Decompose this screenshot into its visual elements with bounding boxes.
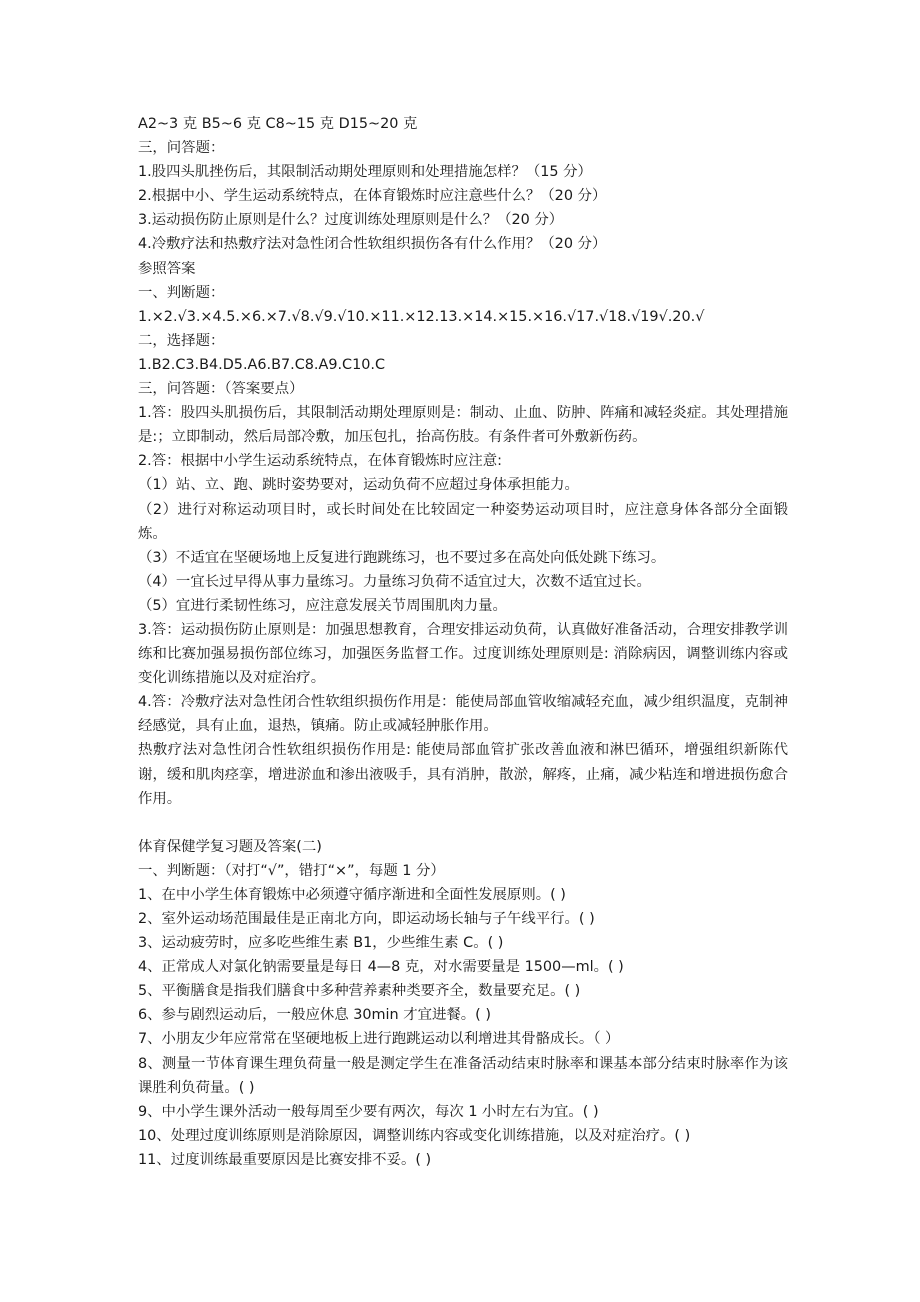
judge-item: 9、中小学生课外活动一般每周至少要有两次，每次 1 小时左右为宜。( ) <box>138 1103 599 1120</box>
judge-item: 2、室外运动场范围最佳是正南北方向，即运动场长轴与子午线平行。( ) <box>138 911 595 927</box>
judge-item: 3、运动疲劳时，应多吃些维生素 B1，少些维生素 C。( ) <box>138 935 504 952</box>
answers-qa-title: 三，问答题：（答案要点） <box>138 381 304 398</box>
answer-2-intro: 2.答：根据中小学生运动系统特点，在体育锻炼时应注意: <box>138 453 502 470</box>
answer-2-item: （3）不适宜在坚硬场地上反复进行跑跳练习，也不要过多在高处向低处跳下练习。 <box>138 549 666 566</box>
answer-2-item: （5）宜进行柔韧性练习，应注意发展关节周围肌肉力量。 <box>138 597 507 614</box>
answers-judge-list: 1.×2.√3.×4.5.×6.×7.√8.√9.√10.×11.×12.13.×14.×15.×16.√17.√18.√19√.20.√ <box>138 308 705 325</box>
judge-item: 1、在中小学生体育锻炼中必须遵守循序渐进和全面性发展原则。( ) <box>138 886 566 903</box>
blank-line <box>138 811 788 835</box>
judge-item: 10、处理过度训练原则是消除原因，调整训练内容或变化训练措施，以及对症治疗。( ) <box>138 1127 691 1144</box>
judge-item: 11、过度训练最重要原因是比赛安排不妥。( ) <box>138 1151 432 1168</box>
part2-title: 体育保健学复习题及答案(二) <box>138 838 322 855</box>
part2-judge-title: 一、判断题：（对打“√”，错打“×”，每题 1 分） <box>138 862 445 879</box>
judge-item: 5、平衡膳食是指我们膳食中多种营养素种类要齐全，数量要充足。( ) <box>138 983 581 1000</box>
document-page <box>138 112 788 1172</box>
answer-2-item: （1）站、立、跑、跳时姿势要对，运动负荷不应超过身体承担能力。 <box>138 477 579 494</box>
question-item: 1.股四头肌挫伤后，其限制活动期处理原则和处理措施怎样？（15 分） <box>138 164 592 181</box>
judge-item: 6、参与剧烈运动后，一般应休息 30min 才宜进餐。( ) <box>138 1007 491 1024</box>
question-item: 2.根据中小、学生运动系统特点，在体育锻炼时应注意些什么？（20 分） <box>138 188 607 205</box>
answers-title: 参照答案 <box>138 260 196 277</box>
judge-item: 4、正常成人对氯化钠需要量是每日 4—8 克，对水需要量是 1500—ml。( ) <box>138 959 624 976</box>
question-item: 4.冷敷疗法和热敷疗法对急性闭合性软组织损伤各有什么作用？（20 分） <box>138 236 607 253</box>
answers-choice-title: 二，选择题： <box>138 332 225 349</box>
answers-judge-title: 一、判断题： <box>138 284 225 301</box>
answer-4-hot: 热敷疗法对急性闭合性软组织损伤作用是: 能使局部血管扩张改善血液和淋巴循环，增强组织新陈代谢，缓和肌肉痉挛，增进淤血和渗出液吸手，具有消肿，散淤，解疼，止痛，减少粘连和增进损伤愈合作用。 <box>138 742 788 807</box>
answer-3: 3.答：运动损伤防止原则是：加强思想教育，合理安排运动负荷，认真做好准备活动，合理安排教学训练和比赛加强易损伤部位练习，加强医务监督工作。过度训练处理原则是: 消除病因，调整训练内容或变化训练措施以及对症治疗。 <box>138 621 788 687</box>
question-item: 3.运动损伤防止原则是什么？过度训练处理原则是什么？（20 分） <box>138 212 564 229</box>
answer-4: 4.答：冷敷疗法对急性闭合性软组织损伤作用是：能使局部血管收缩减轻充血，减少组织温度，克制神经感觉，具有止血，退热，镇痛。防止或减轻肿胀作用。 <box>138 694 788 735</box>
option-line: A2~3 克 B5~6 克 C8~15 克 D15~20 克 <box>138 116 418 132</box>
answer-2-item: （4）一宜长过早得从事力量练习。力量练习负荷不适宜过大，次数不适宜过长。 <box>138 573 651 590</box>
answers-choice-list: 1.B2.C3.B4.D5.A6.B7.C8.A9.C10.C <box>138 356 386 373</box>
section-title-qa: 三，问答题： <box>138 140 225 157</box>
judge-item: 8、测量一节体育课生理负荷量一般是测定学生在准备活动结束时脉率和课基本部分结束时脉率作为该课胜利负荷量。( ) <box>138 1055 788 1096</box>
answer-1: 1.答：股四头肌损伤后，其限制活动期处理原则是：制动、止血、防肿、阵痛和减轻炎症。其处理措施是:；立即制动，然后局部冷敷，加压包扎，抬高伤肢。有条件者可外敷新伤药。 <box>138 405 788 446</box>
answer-2-item: （2）进行对称运动项目时，或长时间处在比较固定一种姿势运动项目时，应注意身体各部分全面锻炼。 <box>138 501 788 542</box>
judge-item: 7、小朋友少年应常常在坚硬地板上进行跑跳运动以利增进其骨骼成长。（ ） <box>138 1031 620 1048</box>
